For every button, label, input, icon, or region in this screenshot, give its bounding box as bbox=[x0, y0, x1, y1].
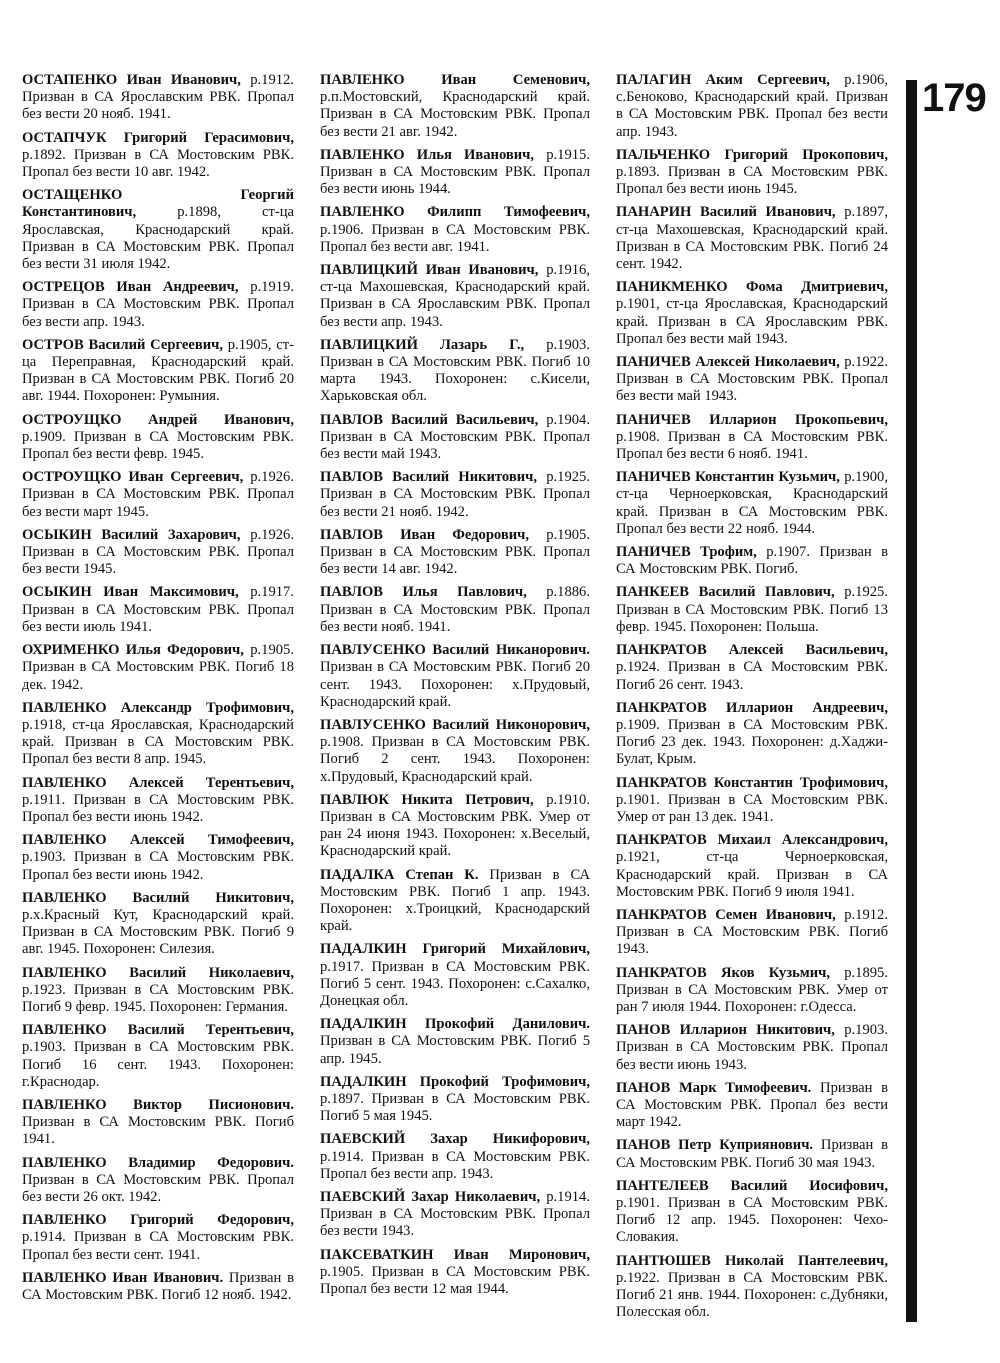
list-item bbox=[320, 72, 590, 141]
list-item bbox=[22, 187, 294, 273]
entry-text: Призван в СА Мостовским РВК. Погиб 12 нояб. 1942. bbox=[22, 1269, 294, 1303]
entry-name: ПАНАРИН Василий Иванович, bbox=[616, 204, 836, 221]
entry-name: ПАДАЛКА Степан К. bbox=[320, 866, 479, 883]
entry-text: р.1914. Призван в СА Мостовским РВК. Пропал без вести сент. 1941. bbox=[22, 1229, 294, 1263]
list-item bbox=[320, 337, 590, 406]
entry-text: Призван в СА Мостовским РВК. Погиб 30 мая 1943. bbox=[616, 1137, 888, 1171]
entry-text: Призван в СА Мостовским РВК. Пропал без вести 26 окт. 1942. bbox=[22, 1171, 294, 1205]
entry-text: р.1922. Призван в СА Мостовским РВК. Пропал без вести май 1943. bbox=[616, 354, 888, 405]
list-item bbox=[616, 775, 888, 827]
entry-name: ОСЫКИН Василий Захарович, bbox=[22, 526, 241, 543]
entry-text: р.1901. Призван в СА Мостовским РВК. Погиб 12 апр. 1945. Похоронен: Чехо-Словакия. bbox=[616, 1194, 888, 1246]
entry-name: ПАНТЕЛЕЕВ Василий Иосифович, bbox=[616, 1177, 888, 1194]
column-1 bbox=[22, 72, 294, 1310]
entry-text: р.1912. Призван в СА Мостовским РВК. Погиб 1943. bbox=[616, 906, 888, 958]
entry-name: ПАВЛУСЕНКО Василий Никанорович. bbox=[320, 642, 590, 659]
entry-text: р.1903. Призван в СА Мостовским РВК. Пропал без вести июнь 1943. bbox=[616, 1022, 888, 1073]
entry-text: р.1914. Призван в СА Мостовским РВК. Пропал без вести апр. 1943. bbox=[320, 1148, 590, 1182]
entry-name: ПАВЛОВ Василий Васильевич, bbox=[320, 411, 539, 428]
list-item bbox=[320, 792, 590, 861]
entry-text: р.1914. Призван в СА Мостовским РВК. Пропал без вести 1943. bbox=[320, 1188, 590, 1240]
entry-name: ОСТРОВ Василий Сергеевич, bbox=[22, 336, 223, 353]
entry-text: р.1905. Призван в СА Мостовским РВК. Пропал без вести 14 авг. 1942. bbox=[320, 526, 591, 578]
entry-name: ПАДАЛКИН Прокофий Данилович. bbox=[320, 1016, 590, 1033]
list-item bbox=[22, 412, 294, 464]
entry-name: ОСТАЩЕНКО Георгий Константинович, bbox=[22, 187, 294, 221]
entry-text: р.1893. Призван в СА Мостовским РВК. Пропал без вести июнь 1945. bbox=[616, 164, 888, 198]
entry-name: ПАВЛОВ Василий Никитович, bbox=[320, 469, 538, 486]
list-item bbox=[22, 642, 294, 694]
entry-text: Призван в СА Мостовским РВК. Погиб 20 сент. 1943. Похоронен: х.Прудовый, Краснодарский край. bbox=[320, 659, 590, 710]
entry-text: р.1926. Призван в СА Мостовским РВК. Пропал без вести март 1945. bbox=[22, 469, 294, 520]
entry-text: р.1903. Призван в СА Мостовским РВК. Погиб 16 сент. 1943. Похоронен: г.Краснодар. bbox=[22, 1039, 294, 1090]
entry-text: р.1895. Призван в СА Мостовским РВК. Умер от ран 7 июля 1944. Похоронен: г.Одесса. bbox=[616, 964, 888, 1015]
entry-name: ПАНИЧЕВ Алексей Николаевич, bbox=[616, 354, 840, 371]
list-item bbox=[320, 469, 590, 521]
entry-text: р.1907. Призван в СА Мостовским РВК. Погиб. bbox=[616, 544, 888, 578]
entry-text: р.1905. Призван в СА Мостовским РВК. Пропал без вести 12 мая 1944. bbox=[320, 1263, 590, 1297]
entry-text: р.1926. Призван в СА Мостовским РВК. Пропал без вести 1945. bbox=[22, 526, 294, 578]
list-item bbox=[22, 1097, 294, 1149]
entry-name: ПАНКРАТОВ Константин Трофимович, bbox=[616, 774, 888, 791]
entry-text: Призван в СА Мостовским РВК. Пропал без вести март 1942. bbox=[616, 1079, 888, 1131]
entry-text: Призван в СА Мостовским РВК. Погиб 1941. bbox=[22, 1114, 294, 1148]
entry-text: р.1917. Призван в СА Мостовским РВК. Погиб 5 сент. 1943. Похоронен: с.Сахалко, Донецкая обл. bbox=[320, 958, 590, 1009]
list-item bbox=[320, 1016, 590, 1068]
entry-name: ПАВЛЮК Никита Петрович, bbox=[320, 791, 534, 808]
list-item bbox=[320, 867, 590, 936]
entry-name: ПАНОВ Петр Куприянович. bbox=[616, 1137, 814, 1154]
entry-name: ПАНОВ Марк Тимофеевич. bbox=[616, 1079, 812, 1096]
list-item bbox=[320, 1074, 590, 1126]
list-item bbox=[22, 469, 294, 521]
list-item bbox=[22, 584, 294, 636]
entry-text: р.1912. Призван в СА Ярославским РВК. Пропал без вести 20 нояб. 1941. bbox=[22, 72, 294, 123]
list-item bbox=[616, 544, 888, 578]
list-item bbox=[616, 907, 888, 959]
list-item bbox=[616, 1137, 888, 1171]
entry-name: ОСТРЕЦОВ Иван Андреевич, bbox=[22, 279, 239, 296]
list-item bbox=[616, 965, 888, 1017]
list-item bbox=[616, 204, 888, 273]
list-item bbox=[22, 1155, 294, 1207]
list-item bbox=[22, 700, 294, 769]
list-item bbox=[22, 775, 294, 827]
list-item bbox=[616, 147, 888, 199]
entry-name: ПАНКЕЕВ Василий Павлович, bbox=[616, 584, 835, 601]
list-item bbox=[320, 204, 590, 256]
entry-text: р.1886. Призван в СА Мостовским РВК. Пропал без вести нояб. 1941. bbox=[320, 584, 590, 635]
list-item bbox=[616, 1253, 888, 1322]
entry-text: р.1922. Призван в СА Мостовским РВК. Погиб 21 янв. 1944. Похоронен: с.Дубняки, Полесская обл. bbox=[616, 1269, 888, 1321]
entry-name: ПАЕВСКИЙ Захар Никифорович, bbox=[320, 1131, 590, 1148]
entry-name: ОСТРОУЩКО Андрей Иванович, bbox=[22, 411, 294, 428]
entry-name: ПАКСЕВАТКИН Иван Миронович, bbox=[320, 1246, 590, 1263]
entry-name: ПАЕВСКИЙ Захар Николаевич, bbox=[320, 1188, 541, 1205]
entry-name: ПАВЛЕНКО Илья Иванович, bbox=[320, 146, 535, 163]
list-item bbox=[22, 1212, 294, 1264]
list-item bbox=[320, 147, 590, 199]
entry-name: ПАВЛЕНКО Алексей Тимофеевич, bbox=[22, 832, 294, 849]
entry-name: ПАВЛЕНКО Александр Трофимович, bbox=[22, 699, 294, 716]
list-item bbox=[616, 72, 888, 141]
list-item bbox=[320, 941, 590, 1010]
list-item bbox=[22, 130, 294, 182]
list-item bbox=[616, 584, 888, 636]
entry-name: ПАВЛЕНКО Алексей Терентьевич, bbox=[22, 774, 294, 791]
list-item bbox=[22, 72, 294, 124]
list-item bbox=[22, 890, 294, 959]
list-item bbox=[616, 1178, 888, 1247]
list-item bbox=[616, 642, 888, 694]
list-item bbox=[616, 700, 888, 769]
entry-name: ПАВЛЕНКО Григорий Федорович, bbox=[22, 1212, 294, 1229]
entry-text: р.1911. Призван в СА Мостовским РВК. Пропал без вести июнь 1942. bbox=[22, 791, 294, 825]
entry-name: ПАВЛЕНКО Владимир Федорович. bbox=[22, 1154, 294, 1171]
column-3 bbox=[616, 72, 888, 1327]
entry-text: р.1900, ст-ца Черноерковская, Краснодарский край. Призван в СА Мостовским РВК. Пропал без вести 22 нояб. 1944. bbox=[616, 469, 888, 537]
list-item bbox=[616, 279, 888, 348]
entry-name: ОСТАПЧУК Григорий Герасимович, bbox=[22, 129, 294, 146]
entry-name: ПАВЛЕНКО Василий Николаевич, bbox=[22, 964, 294, 981]
entry-text: р.1905, ст-ца Переправная, Краснодарский край. Призван в СА Мостовским РВК. Погиб 20 авг. 1944. Похоронен: Румыния. bbox=[22, 336, 294, 405]
entry-text: р.1897. Призван в СА Мостовским РВК. Погиб 5 мая 1945. bbox=[320, 1090, 590, 1125]
entry-text: р.п.Мостовский, Краснодарский край. Призван в СА Мостовским РВК. Пропал без вести 21 авг. 1942. bbox=[320, 89, 590, 140]
list-item bbox=[616, 412, 888, 464]
entry-text: р.1903. Призван в СА Мостовским РВК. Пропал без вести июнь 1942. bbox=[22, 849, 294, 883]
entry-name: ПАВЛОВ Илья Павлович, bbox=[320, 584, 527, 601]
entry-name: ПАНТЮШЕВ Николай Пантелеевич, bbox=[616, 1252, 888, 1269]
entry-name: ПАНКРАТОВ Илларион Андреевич, bbox=[616, 699, 888, 716]
entry-text: р.1925. Призван в СА Мостовским РВК. Погиб 13 февр. 1945. Похоронен: Польша. bbox=[616, 584, 888, 635]
entry-name: ПАНИКМЕНКО Фома Дмитриевич, bbox=[616, 279, 888, 296]
list-item bbox=[22, 527, 294, 579]
entry-text: р.1923. Призван в СА Мостовским РВК. Погиб 9 февр. 1945. Похоронен: Германия. bbox=[22, 981, 294, 1015]
list-item bbox=[22, 1270, 294, 1304]
entry-text: Призван в СА Мостовским РВК. Погиб 1 апр. 1943. Похоронен: х.Троицкий, Краснодарский край. bbox=[320, 866, 590, 935]
entry-text: Призван в СА Мостовским РВК. Погиб 5 апр. 1945. bbox=[320, 1033, 590, 1067]
list-item bbox=[320, 412, 590, 464]
list-item bbox=[320, 1131, 590, 1183]
entry-name: ПАНИЧЕВ Константин Кузьмич, bbox=[616, 469, 840, 486]
entry-name: ПАДАЛКИН Григорий Михайлович, bbox=[320, 941, 590, 958]
entry-name: ПАНКРАТОВ Яков Кузьмич, bbox=[616, 964, 831, 981]
entry-text: р.1921, ст-ца Черноерковская, Краснодарский край. Призван в СА Мостовским РВК. Погиб 9 июля 1941. bbox=[616, 849, 888, 900]
entry-name: ОСЫКИН Иван Максимович, bbox=[22, 584, 239, 601]
entry-name: ПАВЛЕНКО Филипп Тимофеевич, bbox=[320, 204, 590, 221]
entry-text: р.1925. Призван в СА Мостовским РВК. Пропал без вести 21 нояб. 1942. bbox=[320, 469, 590, 520]
entry-text: р.1918, ст-ца Ярославская, Краснодарский край. Призван в СА Мостовским РВК. Пропал без вести 8 апр. 1945. bbox=[22, 716, 294, 768]
entry-text: р.1917. Призван в СА Мостовским РВК. Пропал без вести июль 1941. bbox=[22, 584, 294, 635]
entry-text: р.1903. Призван в СА Мостовским РВК. Погиб 10 марта 1943. Похоронен: с.Кисели, Харьковская обл. bbox=[320, 336, 590, 405]
list-item bbox=[320, 584, 590, 636]
list-item bbox=[616, 1080, 888, 1132]
list-item bbox=[22, 279, 294, 331]
entry-name: ПАНКРАТОВ Алексей Васильевич, bbox=[616, 642, 888, 659]
entry-text: р.1905. Призван в СА Мостовским РВК. Погиб 18 дек. 1942. bbox=[22, 642, 294, 693]
entry-text: р.1909. Призван в СА Мостовским РВК. Пропал без вести февр. 1945. bbox=[22, 428, 294, 463]
list-item bbox=[320, 527, 590, 579]
entry-text: р.1908. Призван в СА Мостовским РВК. Пропал без вести 6 нояб. 1941. bbox=[616, 428, 888, 463]
entry-text: р.1892. Призван в СА Мостовским РВК. Пропал без вести 10 авг. 1942. bbox=[22, 146, 294, 181]
column-2 bbox=[320, 72, 590, 1304]
list-item bbox=[616, 354, 888, 406]
list-item bbox=[320, 642, 590, 711]
entry-name: ОСТАПЕНКО Иван Иванович, bbox=[22, 72, 241, 88]
entry-text: р.1901, ст-ца Ярославская, Краснодарский край. Призван в СА Ярославским РВК. Пропал без вести май 1943. bbox=[616, 296, 888, 347]
list-item bbox=[320, 1189, 590, 1241]
entry-name: ПАВЛИЦКИЙ Иван Иванович, bbox=[320, 262, 539, 279]
entry-name: ПАВЛУСЕНКО Василий Никонорович, bbox=[320, 716, 590, 733]
page-number: 179 bbox=[922, 76, 986, 120]
entry-text: р.1909. Призван в СА Мостовским РВК. Погиб 23 дек. 1943. Похоронен: д.Хаджи-Булат, Крым. bbox=[616, 716, 888, 768]
entry-name: ПАВЛЕНКО Иван Семенович, bbox=[320, 72, 590, 88]
margin-bar bbox=[906, 80, 917, 1322]
list-item bbox=[320, 717, 590, 786]
list-item bbox=[320, 1247, 590, 1299]
list-item bbox=[22, 832, 294, 884]
entry-name: ОСТРОУЩКО Иван Сергеевич, bbox=[22, 469, 244, 486]
entry-name: ПАНИЧЕВ Трофим, bbox=[616, 544, 757, 561]
entry-text: р.1898, ст-ца Ярославская, Краснодарский край. Призван в СА Мостовским РВК. Пропал без вести 31 июля 1942. bbox=[22, 204, 294, 273]
entry-text: р.1910. Призван в СА Мостовским РВК. Умер от ран 24 июня 1943. Похоронен: х.Веселый, Краснодарский край. bbox=[320, 791, 590, 860]
list-item bbox=[22, 1022, 294, 1091]
entry-name: ПАВЛОВ Иван Федорович, bbox=[320, 526, 530, 543]
entry-text: р.1906, с.Беноково, Краснодарский край. Призван в СА Мостовским РВК. Пропал без вести апр. 1943. bbox=[616, 72, 888, 140]
entry-name: ПАВЛИЦКИЙ Лазарь Г., bbox=[320, 336, 525, 353]
entry-text: р.1904. Призван в СА Мостовским РВК. Пропал без вести май 1943. bbox=[320, 411, 590, 463]
entry-text: р.1916, ст-ца Махошевская, Краснодарский край. Призван в СА Ярославским РВК. Пропал без вести апр. 1943. bbox=[320, 262, 590, 330]
entry-name: ПАНКРАТОВ Михаил Александрович, bbox=[616, 832, 888, 849]
entry-name: ПАЛАГИН Аким Сергеевич, bbox=[616, 72, 830, 88]
list-item bbox=[22, 337, 294, 406]
entry-name: ПАВЛЕНКО Василий Терентьевич, bbox=[22, 1022, 294, 1039]
list-item bbox=[616, 469, 888, 538]
list-item bbox=[22, 965, 294, 1017]
entry-name: ПАНОВ Илларион Никитович, bbox=[616, 1022, 835, 1039]
entry-text: р.1924. Призван в СА Мостовским РВК. Погиб 26 сент. 1943. bbox=[616, 659, 888, 693]
entry-name: ПАВЛЕНКО Иван Иванович. bbox=[22, 1269, 224, 1286]
entry-text: р.1901. Призван в СА Мостовским РВК. Умер от ран 13 дек. 1941. bbox=[616, 791, 888, 825]
entry-text: р.1908. Призван в СА Мостовским РВК. Погиб 2 сент. 1943. Похоронен: х.Прудовый, Краснодарский край. bbox=[320, 734, 590, 785]
entry-name: ПАВЛЕНКО Василий Никитович, bbox=[22, 889, 294, 906]
entry-text: р.х.Красный Кут, Краснодарский край. Призван в СА Мостовским РВК. Погиб 9 авг. 1945. Похоронен: Силезия. bbox=[22, 906, 294, 958]
entry-name: ПАДАЛКИН Прокофий Трофимович, bbox=[320, 1073, 590, 1090]
entry-name: ПАНКРАТОВ Семен Иванович, bbox=[616, 906, 836, 923]
entry-name: ПАЛЬЧЕНКО Григорий Прокопович, bbox=[616, 146, 888, 163]
entry-text: р.1919. Призван в СА Мостовским РВК. Пропал без вести апр. 1943. bbox=[22, 279, 294, 330]
entry-text: р.1915. Призван в СА Мостовским РВК. Пропал без вести июнь 1944. bbox=[320, 146, 590, 198]
entry-text: р.1906. Призван в СА Мостовским РВК. Пропал без вести авг. 1941. bbox=[320, 221, 590, 255]
list-item bbox=[616, 832, 888, 901]
entry-name: ПАНИЧЕВ Илларион Прокопьевич, bbox=[616, 411, 888, 428]
list-item bbox=[616, 1022, 888, 1074]
entry-name: ОХРИМЕНКО Илья Федорович, bbox=[22, 642, 244, 659]
entry-name: ПАВЛЕНКО Виктор Писионович. bbox=[22, 1096, 294, 1113]
list-item bbox=[320, 262, 590, 331]
entry-text: р.1897, ст-ца Махошевская, Краснодарский край. Призван в СА Мостовским РВК. Погиб 24 сент. 1942. bbox=[616, 204, 888, 273]
